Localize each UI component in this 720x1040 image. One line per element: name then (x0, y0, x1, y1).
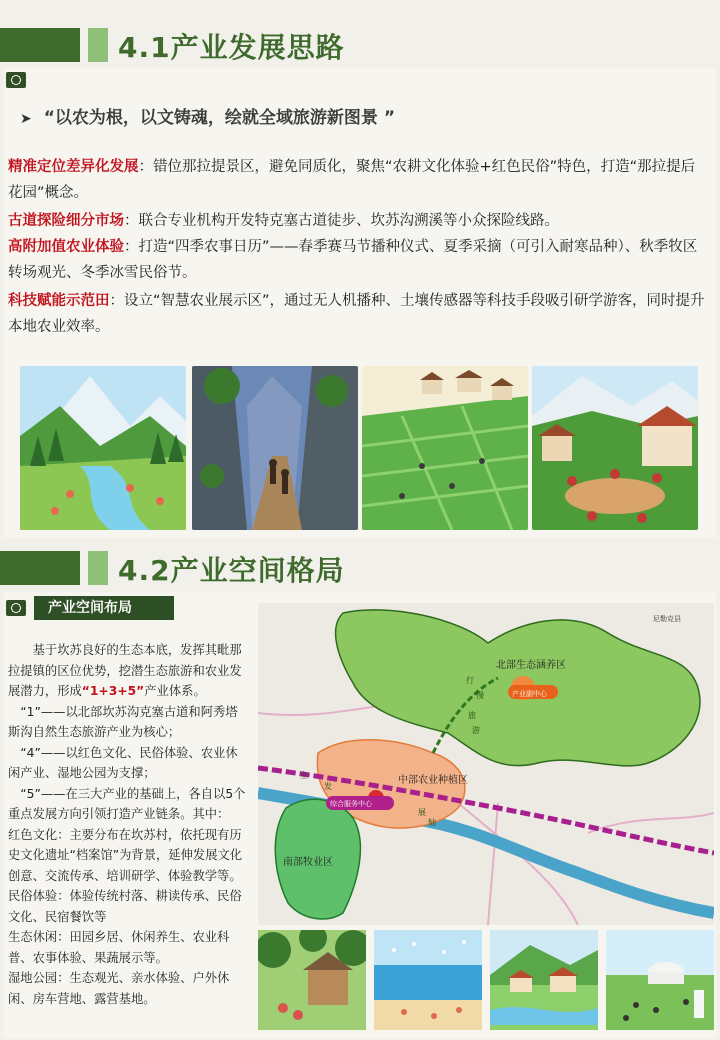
item-key: 高附加值农业体验 (8, 239, 124, 255)
photo-farm-field (362, 366, 528, 530)
item-ancient-road (8, 208, 708, 234)
circle-icon (6, 600, 26, 616)
axis-char: 行 (466, 676, 474, 685)
item-tech-field (8, 288, 708, 340)
header-bar-light (88, 28, 108, 62)
intro-text-end: 产业体系。 (144, 684, 206, 698)
axis-char: 主 (300, 771, 308, 780)
sub-center-label: 产业副中心 (512, 690, 547, 698)
photo-wetland-shore (374, 930, 482, 1030)
center-zone-label: 中部农业种植区 (398, 775, 468, 786)
axis-char: 轴 (428, 818, 436, 827)
service-center-label: 综合服务中心 (330, 800, 372, 808)
axis-char: 旅 (468, 711, 476, 720)
header-bar-dark (0, 551, 80, 585)
item-key: 精准定位差异化发展 (8, 159, 139, 175)
axis-char: 游 (472, 726, 480, 735)
line-5: “5”——在三大产业的基础上，各自以5个重点发展方向引领打造产业链条。其中： (8, 786, 246, 821)
item-positioning (8, 154, 708, 206)
photo-row (20, 366, 700, 530)
photo-village-river (490, 930, 598, 1030)
line-wetland: 湿地公园：生态观光、亲水体验、户外休闲、房车营地、露营基地。 (8, 971, 230, 1006)
section-1-header (0, 20, 720, 72)
item-key: 科技赋能示范田 (8, 293, 110, 309)
intro-highlight: “1+3+5” (81, 684, 145, 698)
line-1: “1”——以北部坎苏沟克塞古道和阿秀塔斯沟自然生态旅游产业为核心； (8, 704, 238, 739)
item-key: 古道探险细分市场 (8, 213, 124, 229)
line-4: “4”——以红色文化、民俗体验、农业休闲产业、湿地公园为支撑； (8, 745, 238, 780)
photo-village-festival (532, 366, 698, 530)
line-folk: 民俗体验：体验传统村落、耕读传承、民俗文化、民宿餐饮等 (8, 889, 242, 924)
county-label: 尼勒克县 (653, 615, 681, 623)
item-text: ：联合专业机构开发特克塞古道徒步、坎苏沟溯溪等小众探险线路。 (124, 213, 559, 229)
north-zone-label: 北部生态涵养区 (496, 660, 566, 671)
section-1-title: 4.1产业发展思路 (118, 31, 345, 64)
circle-icon (6, 72, 26, 88)
photo-grassland-yurt (606, 930, 714, 1030)
industry-map (258, 603, 714, 925)
line-red-culture: 红色文化：主要分布在坎苏村，依托现有历史文化遗址“档案馆”为背景，延伸发展文化创意、交流传承、培训研学、体验教学等。 (8, 827, 243, 883)
header-bar-dark (0, 28, 80, 62)
layout-description (8, 640, 248, 1009)
slogan-text: “以农为根，以文铸魂，绘就全域旅游新图景 ” (43, 108, 395, 128)
axis-char: 慢 (476, 691, 484, 700)
line-eco: 生态休闲：田园乡居、休闲养生、农业科普、农事体验、果蔬展示等。 (8, 930, 230, 965)
arrow-icon: ➤ (20, 111, 32, 127)
photo-forest-cabin (258, 930, 366, 1030)
item-text: ：设立“智慧农业展示区”，通过无人机播种、土壤传感器等科技手段吸引研学游客，同时提升本地农业效率。 (8, 293, 705, 335)
item-text: ：错位那拉提景区，避免同质化，聚焦“农耕文化体验+红色民俗”特色，打造“那拉提后花园”概念。 (8, 159, 696, 201)
small-photo-row (258, 930, 714, 1030)
intro-paragraph (8, 640, 248, 702)
axis-char: 展 (418, 808, 426, 817)
slogan (20, 103, 395, 128)
item-agri-experience (8, 234, 708, 286)
header-bar-light (88, 551, 108, 585)
south-zone-label: 南部牧业区 (283, 857, 333, 868)
intro-text: 基于坎苏良好的生态本底，发挥其毗那拉提镇的区位优势，挖潜生态旅游和农业发展潜力，形成 (8, 643, 242, 698)
axis-char: 发 (324, 782, 332, 791)
subsection-tag: 产业空间布局 (34, 596, 174, 620)
section-2-title: 4.2产业空间格局 (118, 554, 345, 587)
photo-stream-valley (20, 366, 186, 530)
photo-ancient-trail (192, 366, 358, 530)
item-text: ：打造“四季农事日历”——春季赛马节播种仪式、夏季采摘（可引入耐寒品种）、秋季牧区转场观光、冬季冰雪民俗节。 (8, 239, 698, 281)
section-2-header (0, 543, 720, 595)
